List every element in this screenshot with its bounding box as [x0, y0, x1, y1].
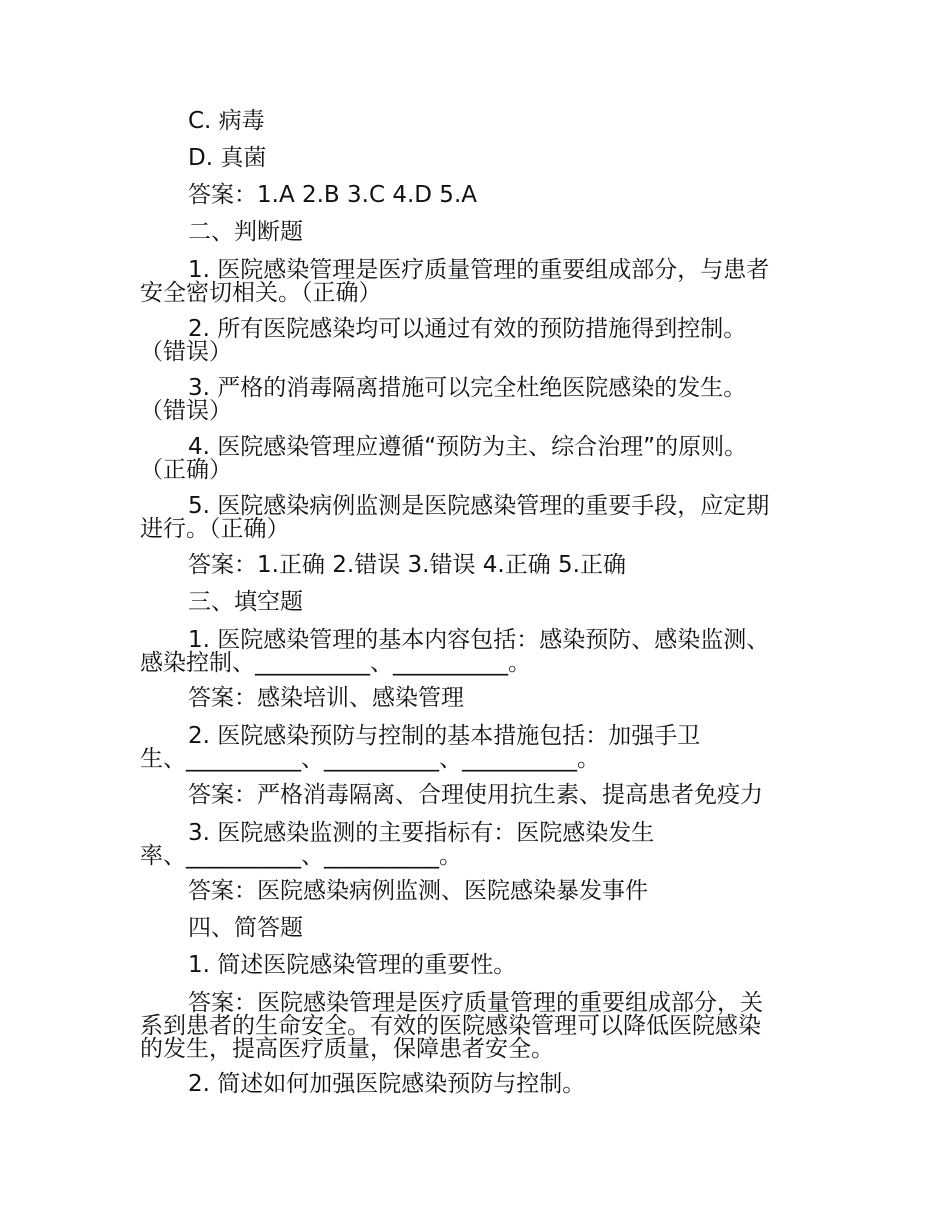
section-heading-short-answer: 四、简答题 — [188, 915, 303, 941]
option-d: D. 真菌 — [188, 145, 267, 171]
judgment-item-4-line-1: 4. 医院感染管理应遵循“预防为主、综合治理”的原则。 — [188, 434, 748, 460]
section-heading-judgment: 二、判断题 — [188, 219, 303, 245]
answer-judgment: 答案：1.正确 2.错误 3.错误 4.正确 5.正确 — [188, 552, 626, 578]
fill-item-1-line-1: 1. 医院感染管理的基本内容包括：感染预防、感染监测、 — [188, 627, 770, 653]
short-question-2: 2. 简述如何加强医院感染预防与控制。 — [188, 1071, 586, 1097]
fill-item-2-line-1: 2. 医院感染预防与控制的基本措施包括：加强手卫 — [188, 723, 701, 749]
fill-item-2-answer: 答案：严格消毒隔离、合理使用抗生素、提高患者免疫力 — [188, 782, 763, 808]
judgment-item-5-line-2: 进行。（正确） — [140, 516, 290, 542]
fill-item-1-answer: 答案：感染培训、感染管理 — [188, 685, 464, 711]
fill-item-3-line-1: 3. 医院感染监测的主要指标有：医院感染发生 — [188, 820, 655, 846]
fill-item-3-answer: 答案：医院感染病例监测、医院感染暴发事件 — [188, 878, 648, 904]
judgment-item-5-line-1: 5. 医院感染病例监测是医院感染管理的重要手段，应定期 — [188, 493, 770, 519]
option-c: C. 病毒 — [188, 108, 265, 134]
fill-item-1-line-2: 感染控制、__________、__________。 — [140, 650, 531, 676]
judgment-item-3-line-1: 3. 严格的消毒隔离措施可以完全杜绝医院感染的发生。 — [188, 375, 747, 401]
judgment-item-2-line-2: （错误） — [140, 339, 232, 365]
answer-choice: 答案：1.A 2.B 3.C 4.D 5.A — [188, 182, 477, 208]
judgment-item-1-line-1: 1. 医院感染管理是医疗质量管理的重要组成部分，与患者 — [188, 257, 770, 283]
short-answer-1-line-2: 系到患者的生命安全。有效的医院感染管理可以降低医院感染 — [140, 1013, 761, 1039]
short-answer-1-line-3: 的发生，提高医疗质量，保障患者安全。 — [140, 1036, 554, 1062]
fill-item-3-line-2: 率、__________、__________。 — [140, 843, 462, 869]
judgment-item-4-line-2: （正确） — [140, 457, 232, 483]
judgment-item-2-line-1: 2. 所有医院感染均可以通过有效的预防措施得到控制。 — [188, 316, 747, 342]
short-answer-1-line-1: 答案：医院感染管理是医疗质量管理的重要组成部分，关 — [188, 990, 763, 1016]
short-question-1: 1. 简述医院感染管理的重要性。 — [188, 952, 517, 978]
judgment-item-3-line-2: （错误） — [140, 398, 232, 424]
judgment-item-1-line-2: 安全密切相关。（正确） — [140, 280, 382, 306]
section-heading-fill-blank: 三、填空题 — [188, 589, 303, 615]
fill-item-2-line-2: 生、__________、__________、__________。 — [140, 746, 600, 772]
